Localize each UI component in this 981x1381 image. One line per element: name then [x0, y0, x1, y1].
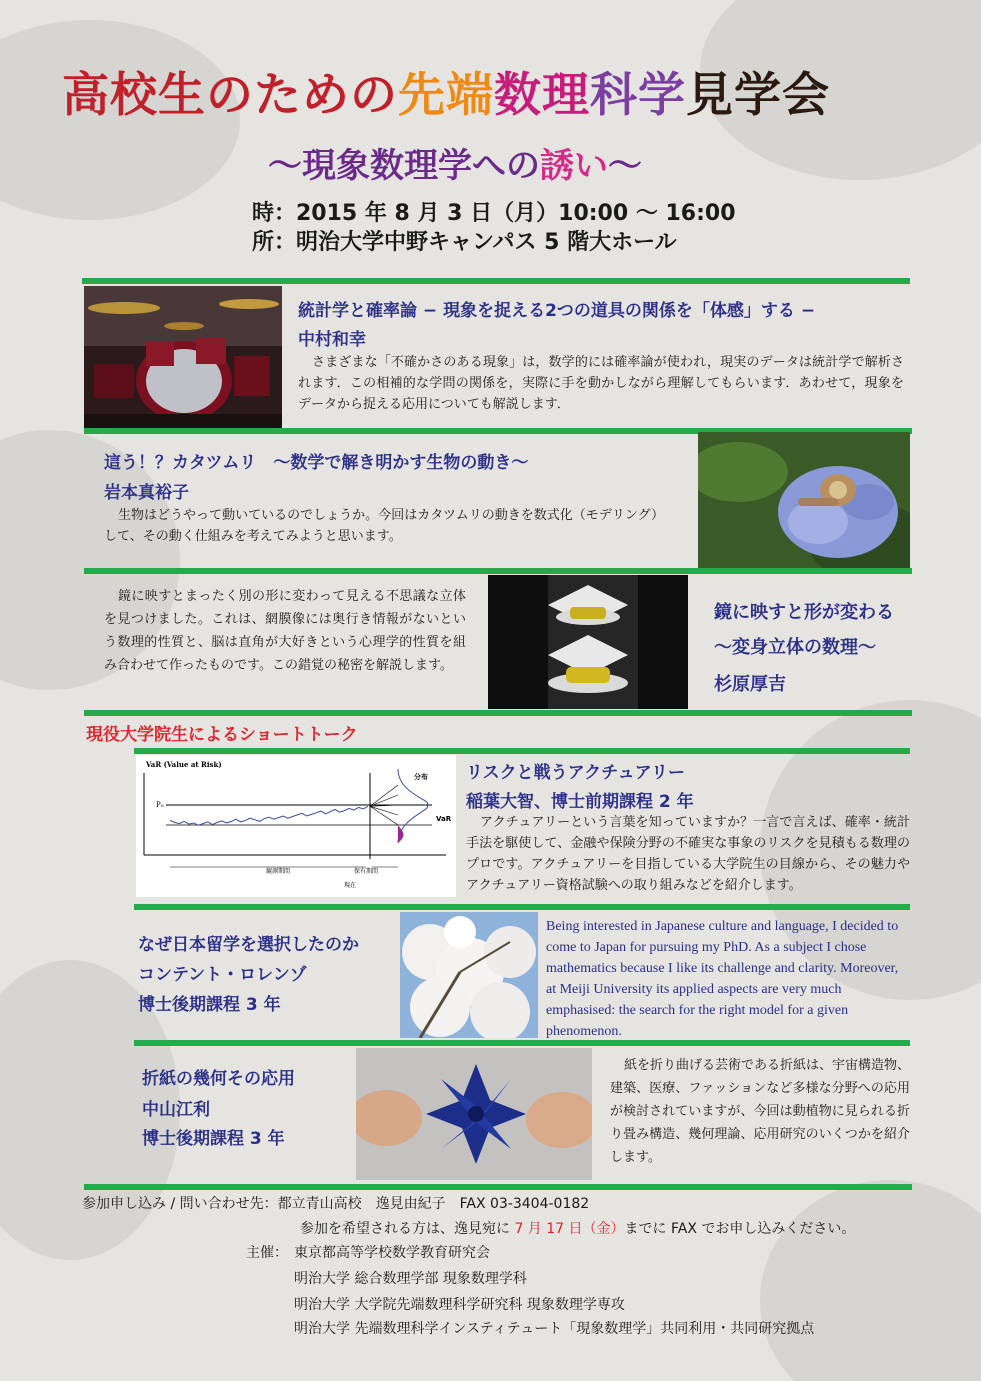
talk-speaker: 中村和幸	[298, 330, 366, 350]
talk-speaker: 中山江利	[142, 1100, 210, 1120]
title-part: 高校生のための	[62, 68, 398, 123]
talk-degree: 博士後期課程 3 年	[138, 995, 281, 1015]
poster-subtitle	[268, 138, 642, 187]
obs-label: 観測期間	[266, 868, 291, 875]
talk-description: 生物はどうやって動いているのでしょうか。今回はカタツムリの動きを数式化（モデリング）して、その動く仕組みを考えてみようと思います。	[104, 508, 664, 544]
talk-description: 紙を折り曲げる芸術である折紙は、宇宙構造物、建築、医療、ファッションなど多様な分野への応用が検討されていますが、今回は動植物に見られる折り畳み構造、幾何理論、応用研究のいくつかを紹介します。	[610, 1058, 911, 1165]
section-divider	[134, 904, 910, 910]
origami-photo	[356, 1048, 592, 1180]
talk-speaker: 稲葉大智、博士前期課程 2 年	[466, 792, 694, 812]
section-divider	[84, 568, 912, 574]
mirror-illusion-photo	[488, 575, 688, 709]
organizer-label: 主催：	[246, 1245, 288, 1261]
talk-title: 統計学と確率論 − 現象を捉える2つの道具の関係を「体感」する −	[298, 301, 816, 321]
scenario-arrow	[370, 806, 398, 825]
price-path-line	[170, 806, 368, 825]
talk-speaker: 岩本真裕子	[104, 483, 189, 503]
organizer-item: 東京都高等学校数学教育研究会	[294, 1245, 490, 1261]
section-divider	[82, 278, 910, 284]
apply-suffix: までに FAX でお申し込みください。	[624, 1221, 856, 1237]
talk-description: アクチュアリーという言葉を知っていますか？一言で言えば、確率・統計手法を駆使して、金融や保険分野の不確実な事象のリスクを見積もる数理のプロです。アクチュアリーを目指している大学院生の目線から、その魅力やアクチュアリー資格試験への取り組みなどを紹介します。	[466, 815, 910, 893]
cherry-blossom-photo	[400, 912, 538, 1038]
subtitle-part: ～現象数理学への	[268, 146, 540, 186]
poster-title	[62, 58, 830, 125]
background-swirl	[760, 1180, 981, 1381]
subtitle-part: 誘い	[540, 146, 608, 186]
title-part: 科学	[590, 68, 686, 123]
talk-description: Being interested in Japanese culture and language, I decided to come to Japan for pursuing my PhD. As a subject I chose mathematics because I like its challenge and clarity. Moreover, at Meiji University its applied aspects are very much emphasised: the search for the right model for a given phenomenon.	[546, 919, 899, 1039]
p0-label: P₀	[156, 801, 164, 809]
scenario-arrow	[370, 806, 398, 815]
talk-description: 鏡に映すとまったく別の形に変わって見える不思議な立体を見つけました。これは、網膜像には奥行き情報がないという数理的性質と、脳は直角が大好きという心理学的性質を組み合わせて作ったものです。この錯覚の秘密を解説します。	[104, 589, 466, 673]
section-divider	[134, 1040, 910, 1046]
talk-title: リスクと戦うアクチュアリー	[466, 763, 685, 783]
title-part: 先端	[398, 68, 494, 123]
apply-instructions	[300, 1218, 855, 1238]
organizer-item: 明治大学 総合数理学部 現象数理学科	[294, 1271, 527, 1287]
hold-label: 保有期間	[354, 868, 379, 875]
organizer-item: 明治大学 先端数理科学インスティテュート「現象数理学」共同利用・共同研究拠点	[294, 1321, 815, 1337]
talk-description: さまざまな「不確かさのある現象」は，数学的には確率論が使われ，現実のデータは統計学で解析されます．この相補的な学問の関係を，実際に手を動かしながら理解してもらいます．あわせて，現象をデータから捉える応用についても解説します．	[298, 355, 904, 412]
title-part: 見学会	[686, 68, 830, 123]
event-date: 時：2015 年 8 月 3 日（月）10:00 ～ 16:00	[252, 201, 736, 226]
talk-degree: 博士後期課程 3 年	[142, 1129, 285, 1149]
talk-title: 折紙の幾何その応用	[142, 1069, 295, 1089]
apply-prefix: 参加を希望される方は、逸見宛に	[300, 1221, 515, 1237]
scenario-arrow	[370, 785, 398, 806]
short-talk-label: 現役大学院生によるショートトーク	[86, 725, 358, 745]
talk-speaker: 杉原厚吉	[714, 674, 786, 695]
organizer-item: 明治大学 大学院先端数理科学研究科 現象数理学専攻	[294, 1297, 625, 1313]
section-divider	[134, 748, 910, 754]
var-chart-svg	[136, 755, 456, 897]
dist-label: 分布	[414, 773, 428, 781]
var-chart	[136, 755, 456, 897]
chart-title: VaR (Value at Risk)	[146, 760, 222, 769]
talk-speaker: コンテント・ロレンゾ	[138, 965, 307, 985]
drum-kit-photo	[84, 286, 282, 428]
var-label: VaR	[436, 815, 452, 823]
talk-title: 鏡に映すと形が変わる	[714, 602, 894, 623]
section-divider	[84, 1184, 912, 1190]
apply-date: 7 月 17 日（金）	[514, 1221, 625, 1237]
contact-info: 参加申し込み / 問い合わせ先：都立青山高校 逸見由紀子 FAX 03-3404-0182	[82, 1196, 590, 1212]
subtitle-part: ～	[608, 146, 642, 186]
section-divider	[84, 710, 912, 716]
snail-hydrangea-photo	[698, 432, 910, 568]
event-place: 所：明治大学中野キャンパス 5 階大ホール	[252, 230, 677, 255]
talk-title: なぜ日本留学を選択したのか	[138, 935, 359, 955]
talk-title: 這う！？カタツムリ ～数学で解き明かす生物の動き～	[104, 453, 529, 473]
now-label: 現在	[344, 882, 357, 889]
talk-title: ～変身立体の数理～	[714, 637, 876, 658]
title-part: 数理	[494, 68, 590, 123]
